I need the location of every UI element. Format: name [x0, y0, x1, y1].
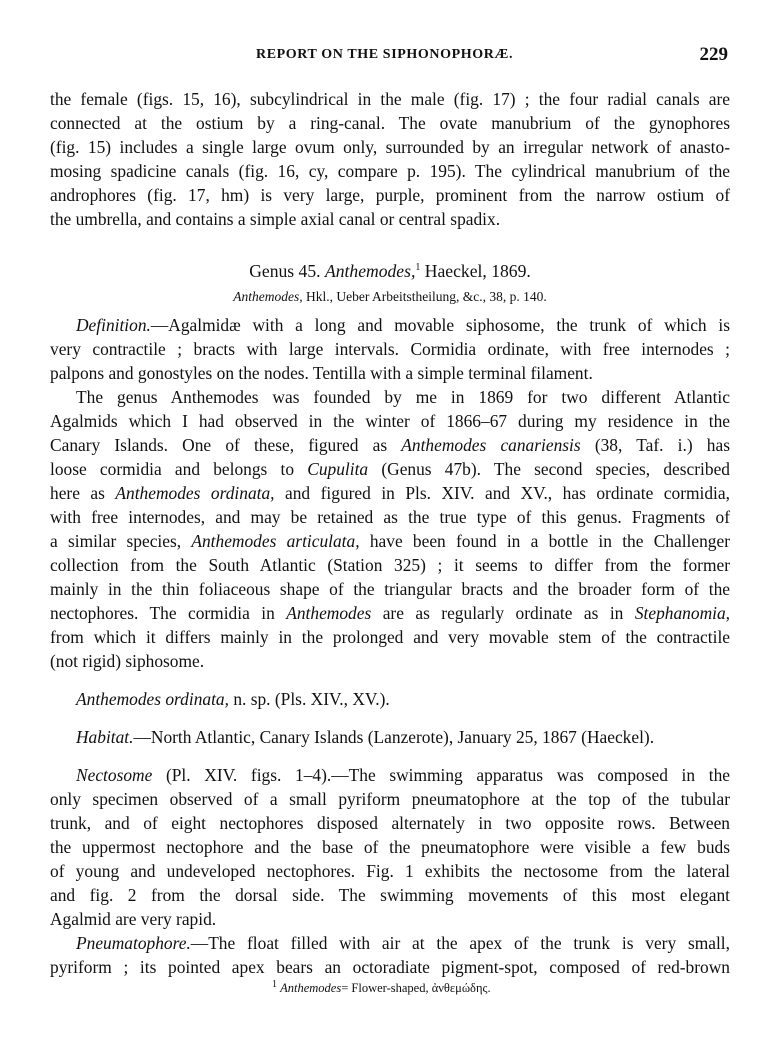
para1-line-3: (fig. 15) includes a single large ovum only, surrounded by an irregular network of anasto-: [50, 137, 730, 157]
genus-para-line-9: mainly in the thin foliaceous shape of the triangular bracts and the broader form of the: [50, 579, 730, 599]
genus-para-line-11: from which it differs mainly in the prolonged and very movable stem of the contractile: [50, 627, 730, 647]
habitat-line: [50, 725, 730, 749]
genus-reference: [50, 285, 730, 309]
genus-para-line-10: [50, 601, 730, 625]
genus-author-year: Haeckel, 1869.: [424, 261, 531, 281]
pneumatophore-text: —The float filled with air at the apex of the trunk is very small,: [190, 933, 730, 953]
nectosome-line-7: Agalmid are very rapid.: [50, 909, 217, 929]
species-name: Anthemodes canariensis: [401, 435, 581, 455]
nectosome-line-3: trunk, and of eight nectophores disposed alternately in two opposite rows. Between: [50, 813, 730, 833]
genus-para-line-6: with free internodes, and may be retained as the true type of this genus. Fragments of: [50, 507, 730, 527]
para1-line-4: mosing spadicine canals (fig. 16, cy, compare p. 195). The cylindrical manubrium of the: [50, 161, 730, 181]
text-run: are as regularly ordinate as in: [382, 603, 624, 623]
text-run: nectophores. The cormidia in: [50, 603, 275, 623]
footnote-name: Anthemodes: [280, 981, 342, 995]
habitat-label: Habitat.: [76, 727, 134, 747]
genus-para-line-1: The genus Anthemodes was founded by me in 1869 for two different Atlantic: [76, 387, 730, 407]
text-run: and figured in Pls. XIV. and XV., has ordinate cormidia,: [285, 483, 730, 503]
species-name: Anthemodes ordinata,: [115, 483, 275, 503]
para1-line-5: androphores (fig. 17, hm) is very large, purple, prominent from the narrow ostium of: [50, 185, 730, 205]
genus-name-inline: Anthemodes: [286, 603, 372, 623]
genus-name-inline: Cupulita: [307, 459, 369, 479]
para1-line-6: the umbrella, and contains a simple axial canal or central spadix.: [50, 209, 501, 229]
genus-para-line-12: (not rigid) siphosome.: [50, 651, 205, 671]
text-run: (Genus 47b). The second species, described: [381, 459, 730, 479]
definition-line-2: very contractile ; bracts with large intervals. Cormidia ordinate, with free internodes ;: [50, 339, 730, 359]
genus-para-line-3: [50, 433, 730, 457]
genus-para-line-8: collection from the South Atlantic (Station 325) ; it seems to differ from the former: [50, 555, 730, 575]
text-run: a similar species,: [50, 531, 182, 551]
genus-heading: [50, 259, 730, 283]
genus-reference-rest: Hkl., Ueber Arbeitstheilung, &c., 38, p. 140.: [306, 289, 547, 304]
habitat-text: —North Atlantic, Canary Islands (Lanzerote), January 25, 1867 (Haeckel).: [133, 727, 655, 747]
definition-label: Definition.: [76, 315, 151, 335]
nectosome-label: Nectosome: [76, 765, 153, 785]
nectosome-text: (Pl. XIV. figs. 1–4).—The swimming apparatus was composed in the: [165, 765, 730, 785]
pneumatophore-line-2: pyriform ; its pointed apex bears an octoradiate pigment-spot, composed of red-brown: [50, 957, 730, 977]
pneumatophore-line-1: [50, 931, 730, 955]
genus-footnote-mark: 1: [415, 262, 421, 274]
running-header: [50, 44, 730, 66]
genus-name-inline: Stephanomia,: [634, 603, 730, 623]
page-number: 229: [699, 44, 728, 65]
genus-para-line-2: Agalmids which I had observed in the winter of 1866–67 during my residence in the: [50, 411, 730, 431]
genus-prefix: Genus 45.: [249, 261, 321, 281]
genus-para-line-5: [50, 481, 730, 505]
definition-line-1: [50, 313, 730, 337]
nectosome-line-5: of young and undeveloped nectophores. Fig. 1 exhibits the nectosome from the lateral: [50, 861, 730, 881]
species-heading-name: Anthemodes ordinata,: [76, 689, 229, 709]
footnote-mark: 1: [272, 978, 277, 990]
text-run: loose cormidia and belongs to: [50, 459, 295, 479]
species-name: Anthemodes articulata,: [191, 531, 360, 551]
text-run: (38, Taf. i.) has: [594, 435, 730, 455]
nectosome-line-6: and fig. 2 from the dorsal side. The swimming movements of this most elegant: [50, 885, 730, 905]
para1-line-2: connected at the ostium by a ring-canal. The ovate manubrium of the gynophores: [50, 113, 730, 133]
nectosome-line-1: [50, 763, 730, 787]
running-title: REPORT ON THE SIPHONOPHORÆ.: [256, 47, 514, 62]
para1-line-1: the female (figs. 15, 16), subcylindrical in the male (fig. 17) ; the four radial canals are: [50, 89, 730, 109]
page: [50, 0, 730, 1050]
genus-para-line-4: [50, 457, 730, 481]
definition-text: —Agalmidæ with a long and movable siphosome, the trunk of which is: [150, 315, 730, 335]
genus-para-line-7: [50, 529, 730, 553]
species-heading: [50, 687, 730, 711]
footnote: [50, 976, 730, 1000]
definition-line-3: palpons and gonostyles on the nodes. Tentilla with a simple terminal filament.: [50, 363, 593, 383]
species-heading-rest: n. sp. (Pls. XIV., XV.).: [233, 689, 390, 709]
text-run: here as: [50, 483, 105, 503]
genus-name: Anthemodes,: [324, 261, 416, 281]
footnote-text: = Flower-shaped, ἀνθεμώδης.: [341, 981, 491, 995]
text-run: have been found in a bottle in the Challenger: [369, 531, 730, 551]
nectosome-line-4: the uppermost nectophore and the base of the pneumatophore were visible a few buds: [50, 837, 730, 857]
text-run: Canary Islands. One of these, figured as: [50, 435, 388, 455]
pneumatophore-label: Pneumatophore.: [76, 933, 191, 953]
genus-reference-name: Anthemodes,: [233, 289, 303, 304]
nectosome-line-2: only specimen observed of a small pyriform pneumatophore at the top of the tubular: [50, 789, 730, 809]
